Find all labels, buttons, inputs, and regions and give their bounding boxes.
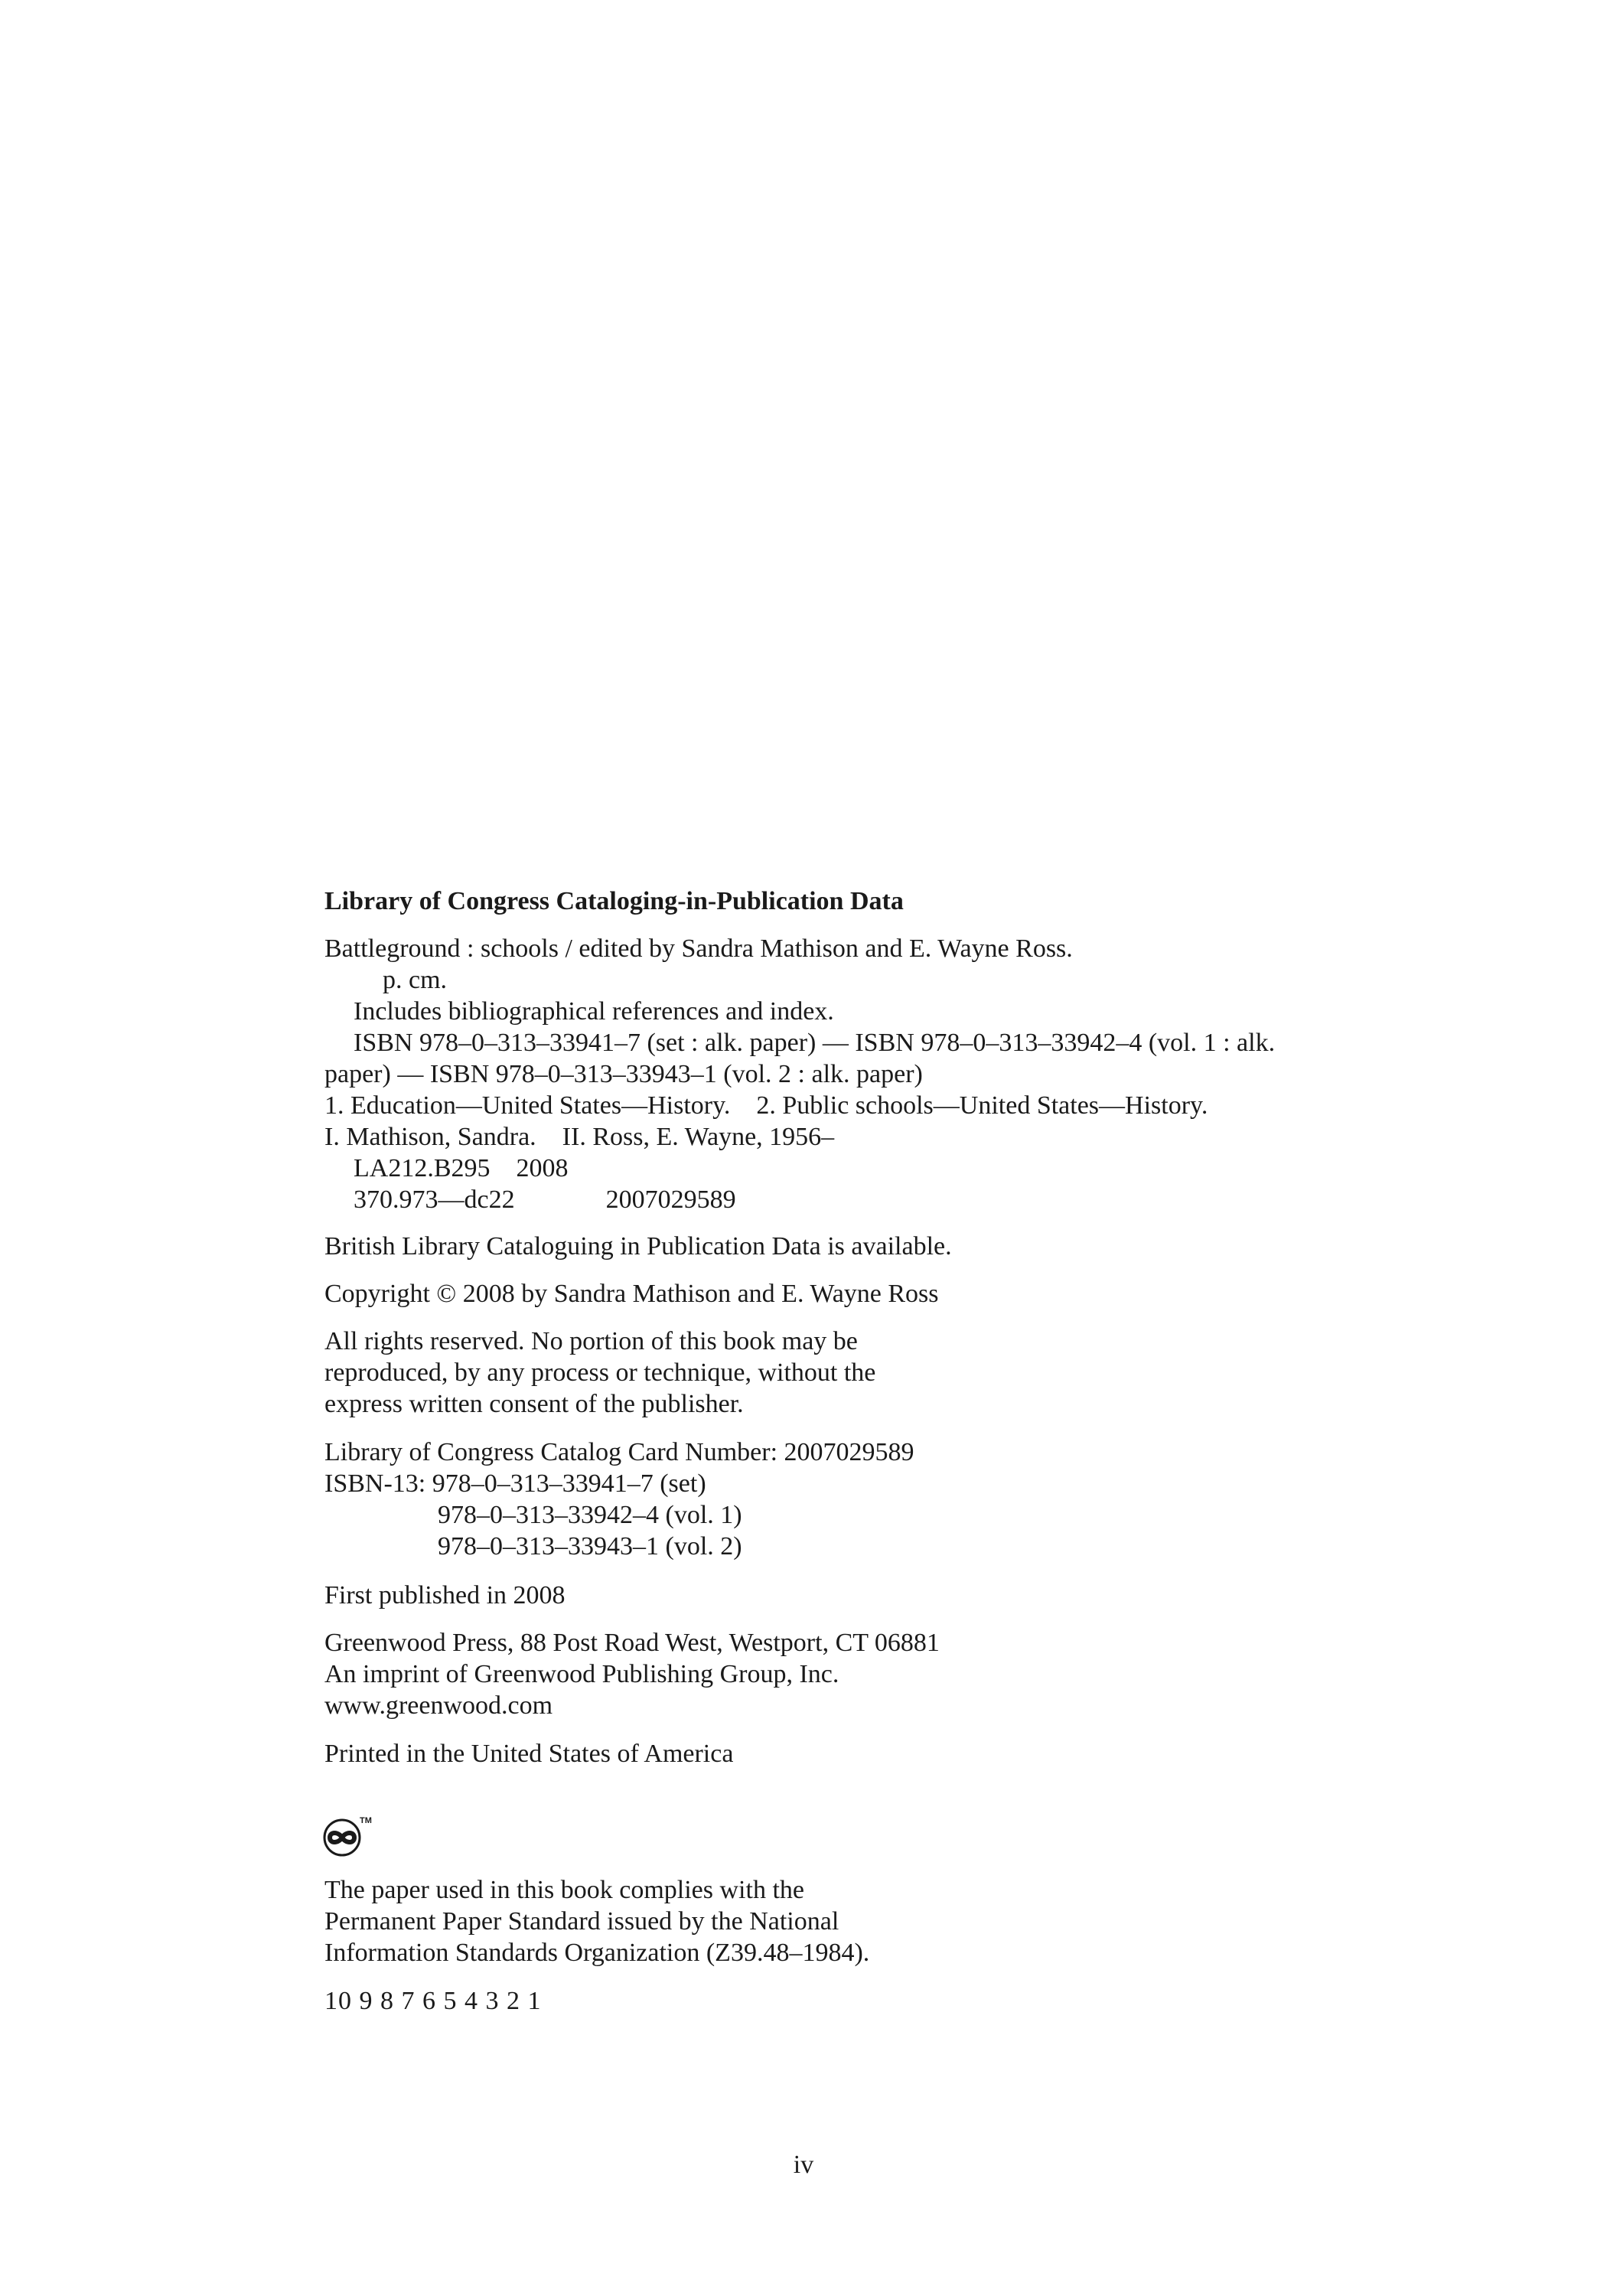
- publisher-line: Greenwood Press, 88 Post Road West, Westport, CT 06881: [324, 1629, 940, 1657]
- cip-line-isbn: ISBN 978–0–313–33941–7 (set : alk. paper) — ISBN 978–0–313–33942–4 (vol. 1 : alk.: [354, 1029, 1276, 1057]
- isbn13-vol2: 978–0–313–33943–1 (vol. 2): [438, 1532, 742, 1561]
- cip-line-isbn-cont: paper) — ISBN 978–0–313–33943–1 (vol. 2 : alk. paper): [324, 1060, 923, 1088]
- paper-line: Permanent Paper Standard issued by the National: [324, 1907, 839, 1936]
- cip-line-bibliography: Includes bibliographical references and index.: [354, 997, 834, 1026]
- paper-statement: [324, 1874, 1442, 1968]
- cip-record: [324, 933, 1442, 1215]
- cip-line-lc-class: LA212.B295 2008: [354, 1154, 569, 1182]
- rights-line: express written consent of the publisher.: [324, 1390, 744, 1418]
- british-library-note: British Library Cataloguing in Publication Data is available.: [324, 1232, 952, 1261]
- infinity-circle-icon: [321, 1812, 375, 1862]
- rights-line: All rights reserved. No portion of this book may be: [324, 1327, 858, 1355]
- isbn13-set: ISBN-13: 978–0–313–33941–7 (set): [324, 1469, 706, 1498]
- paper-line: The paper used in this book complies with the: [324, 1876, 804, 1904]
- cip-heading: Library of Congress Cataloging-in-Publication Data: [324, 887, 904, 915]
- rights-statement: [324, 1326, 1442, 1420]
- catalog-card-number: Library of Congress Catalog Card Number: 2007029589: [324, 1438, 914, 1466]
- publisher-line: An imprint of Greenwood Publishing Group, Inc.: [324, 1660, 839, 1688]
- cip-line-dewey: 370.973—dc22 2007029589: [354, 1186, 736, 1214]
- first-published: First published in 2008: [324, 1581, 566, 1609]
- copyright-notice: Copyright © 2008 by Sandra Mathison and E. Wayne Ross: [324, 1280, 939, 1308]
- page-number: iv: [793, 2151, 814, 2179]
- printing-line: 10 9 8 7 6 5 4 3 2 1: [324, 1987, 542, 2015]
- cip-line-added-entries: I. Mathison, Sandra. II. Ross, E. Wayne, 1956–: [324, 1123, 835, 1151]
- cip-line-subjects: 1. Education—United States—History. 2. Public schools—United States—History.: [324, 1091, 1208, 1120]
- cip-line-title: Battleground : schools / edited by Sandra Mathison and E. Wayne Ross.: [324, 934, 1073, 963]
- trademark-mark: TM: [360, 1816, 372, 1825]
- publisher-website: www.greenwood.com: [324, 1691, 553, 1720]
- catalog-numbers: [324, 1437, 1442, 1562]
- rights-line: reproduced, by any process or technique, without the: [324, 1358, 876, 1387]
- isbn13-vol1: 978–0–313–33942–4 (vol. 1): [438, 1501, 742, 1529]
- paper-line: Information Standards Organization (Z39.48–1984).: [324, 1939, 870, 1967]
- cip-line-pcm: p. cm.: [383, 966, 448, 994]
- printed-in: Printed in the United States of America: [324, 1740, 734, 1768]
- publisher-address: [324, 1627, 1442, 1721]
